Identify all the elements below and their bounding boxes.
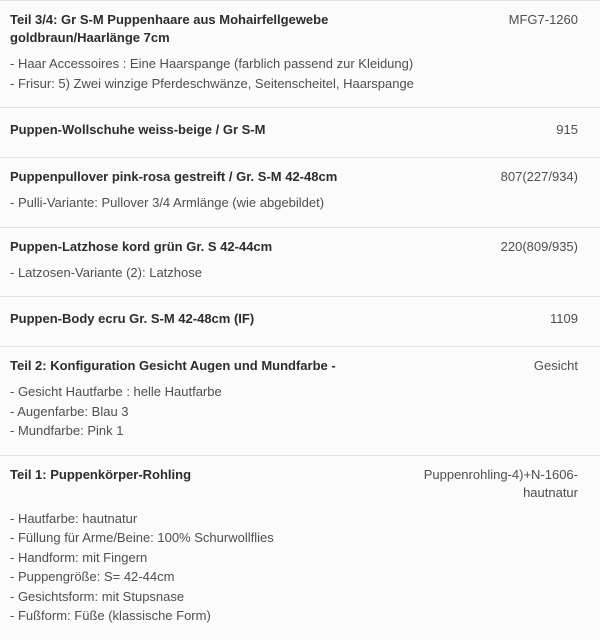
item-code: Gesicht [533, 358, 578, 373]
line-item-6 [0, 346, 600, 455]
item-title: Puppen-Body ecru Gr. S-M 42-48cm (IF) [10, 311, 255, 326]
item-code: Puppenrohling-4)+N-1606-hautnatur [423, 466, 578, 500]
item-title: Teil 1: Puppenkörper-Rohling [10, 466, 192, 482]
item-option: - Puppengröße: S= 42-44cm [10, 569, 175, 584]
item-options [10, 509, 578, 626]
item-title: Puppen-Wollschuhe weiss-beige / Gr S-M [10, 122, 266, 137]
item-option: - Handform: mit Fingern [10, 549, 148, 565]
item-option: - Füllung für Arme/Beine: 100% Schurwollflies [10, 530, 274, 545]
item-code: 220(809/935) [500, 238, 578, 254]
item-options [10, 193, 578, 213]
line-item-head [10, 168, 578, 186]
item-options [10, 382, 578, 441]
item-option: - Pulli-Variante: Pullover 3/4 Armlänge (wie abgebildet) [10, 195, 325, 210]
item-code: 1109 [550, 311, 578, 326]
line-item-head [10, 238, 578, 256]
line-item-head [10, 121, 578, 139]
line-item-3 [0, 157, 600, 227]
item-title: Teil 3/4: Gr S-M Puppenhaare aus Mohairfellgewebe goldbraun/Haarlänge 7cm [10, 12, 329, 45]
line-item-head [10, 357, 578, 375]
item-code: 915 [556, 122, 578, 137]
item-option: - Fußform: Füße (klassische Form) [10, 608, 211, 623]
line-item-2 [0, 107, 600, 157]
item-title: Puppenpullover pink-rosa gestreift / Gr. S-M 42-48cm [10, 169, 338, 184]
item-code: MFG7-1260 [508, 12, 578, 27]
line-item-head [10, 11, 578, 47]
item-option: - Haar Accessoires : Eine Haarspange (farblich passend zur Kleidung) [10, 56, 414, 71]
item-code: 807(227/934) [500, 169, 578, 184]
item-option: - Gesichtsform: mit Stupsnase [10, 588, 185, 604]
item-option: - Augenfarbe: Blau 3 [10, 403, 129, 419]
line-item-head [10, 310, 578, 328]
item-option: - Mundfarbe: Pink 1 [10, 423, 124, 438]
item-option: - Latzosen-Variante (2): Latzhose [10, 264, 202, 280]
item-options [10, 263, 578, 283]
line-item-head [10, 466, 578, 502]
item-option: - Gesicht Hautfarbe : helle Hautfarbe [10, 384, 222, 399]
line-item-1 [0, 0, 600, 107]
line-item-4 [0, 227, 600, 297]
item-option: - Frisur: 5) Zwei winzige Pferdeschwänze, Seitenscheitel, Haarspange [10, 75, 414, 91]
line-item-7 [0, 455, 600, 640]
item-option: - Hautfarbe: hautnatur [10, 510, 138, 526]
item-options [10, 54, 578, 93]
item-title: Puppen-Latzhose kord grün Gr. S 42-44cm [10, 238, 273, 254]
line-item-5 [0, 296, 600, 346]
item-title: Teil 2: Konfiguration Gesicht Augen und Mundfarbe - [10, 358, 336, 373]
